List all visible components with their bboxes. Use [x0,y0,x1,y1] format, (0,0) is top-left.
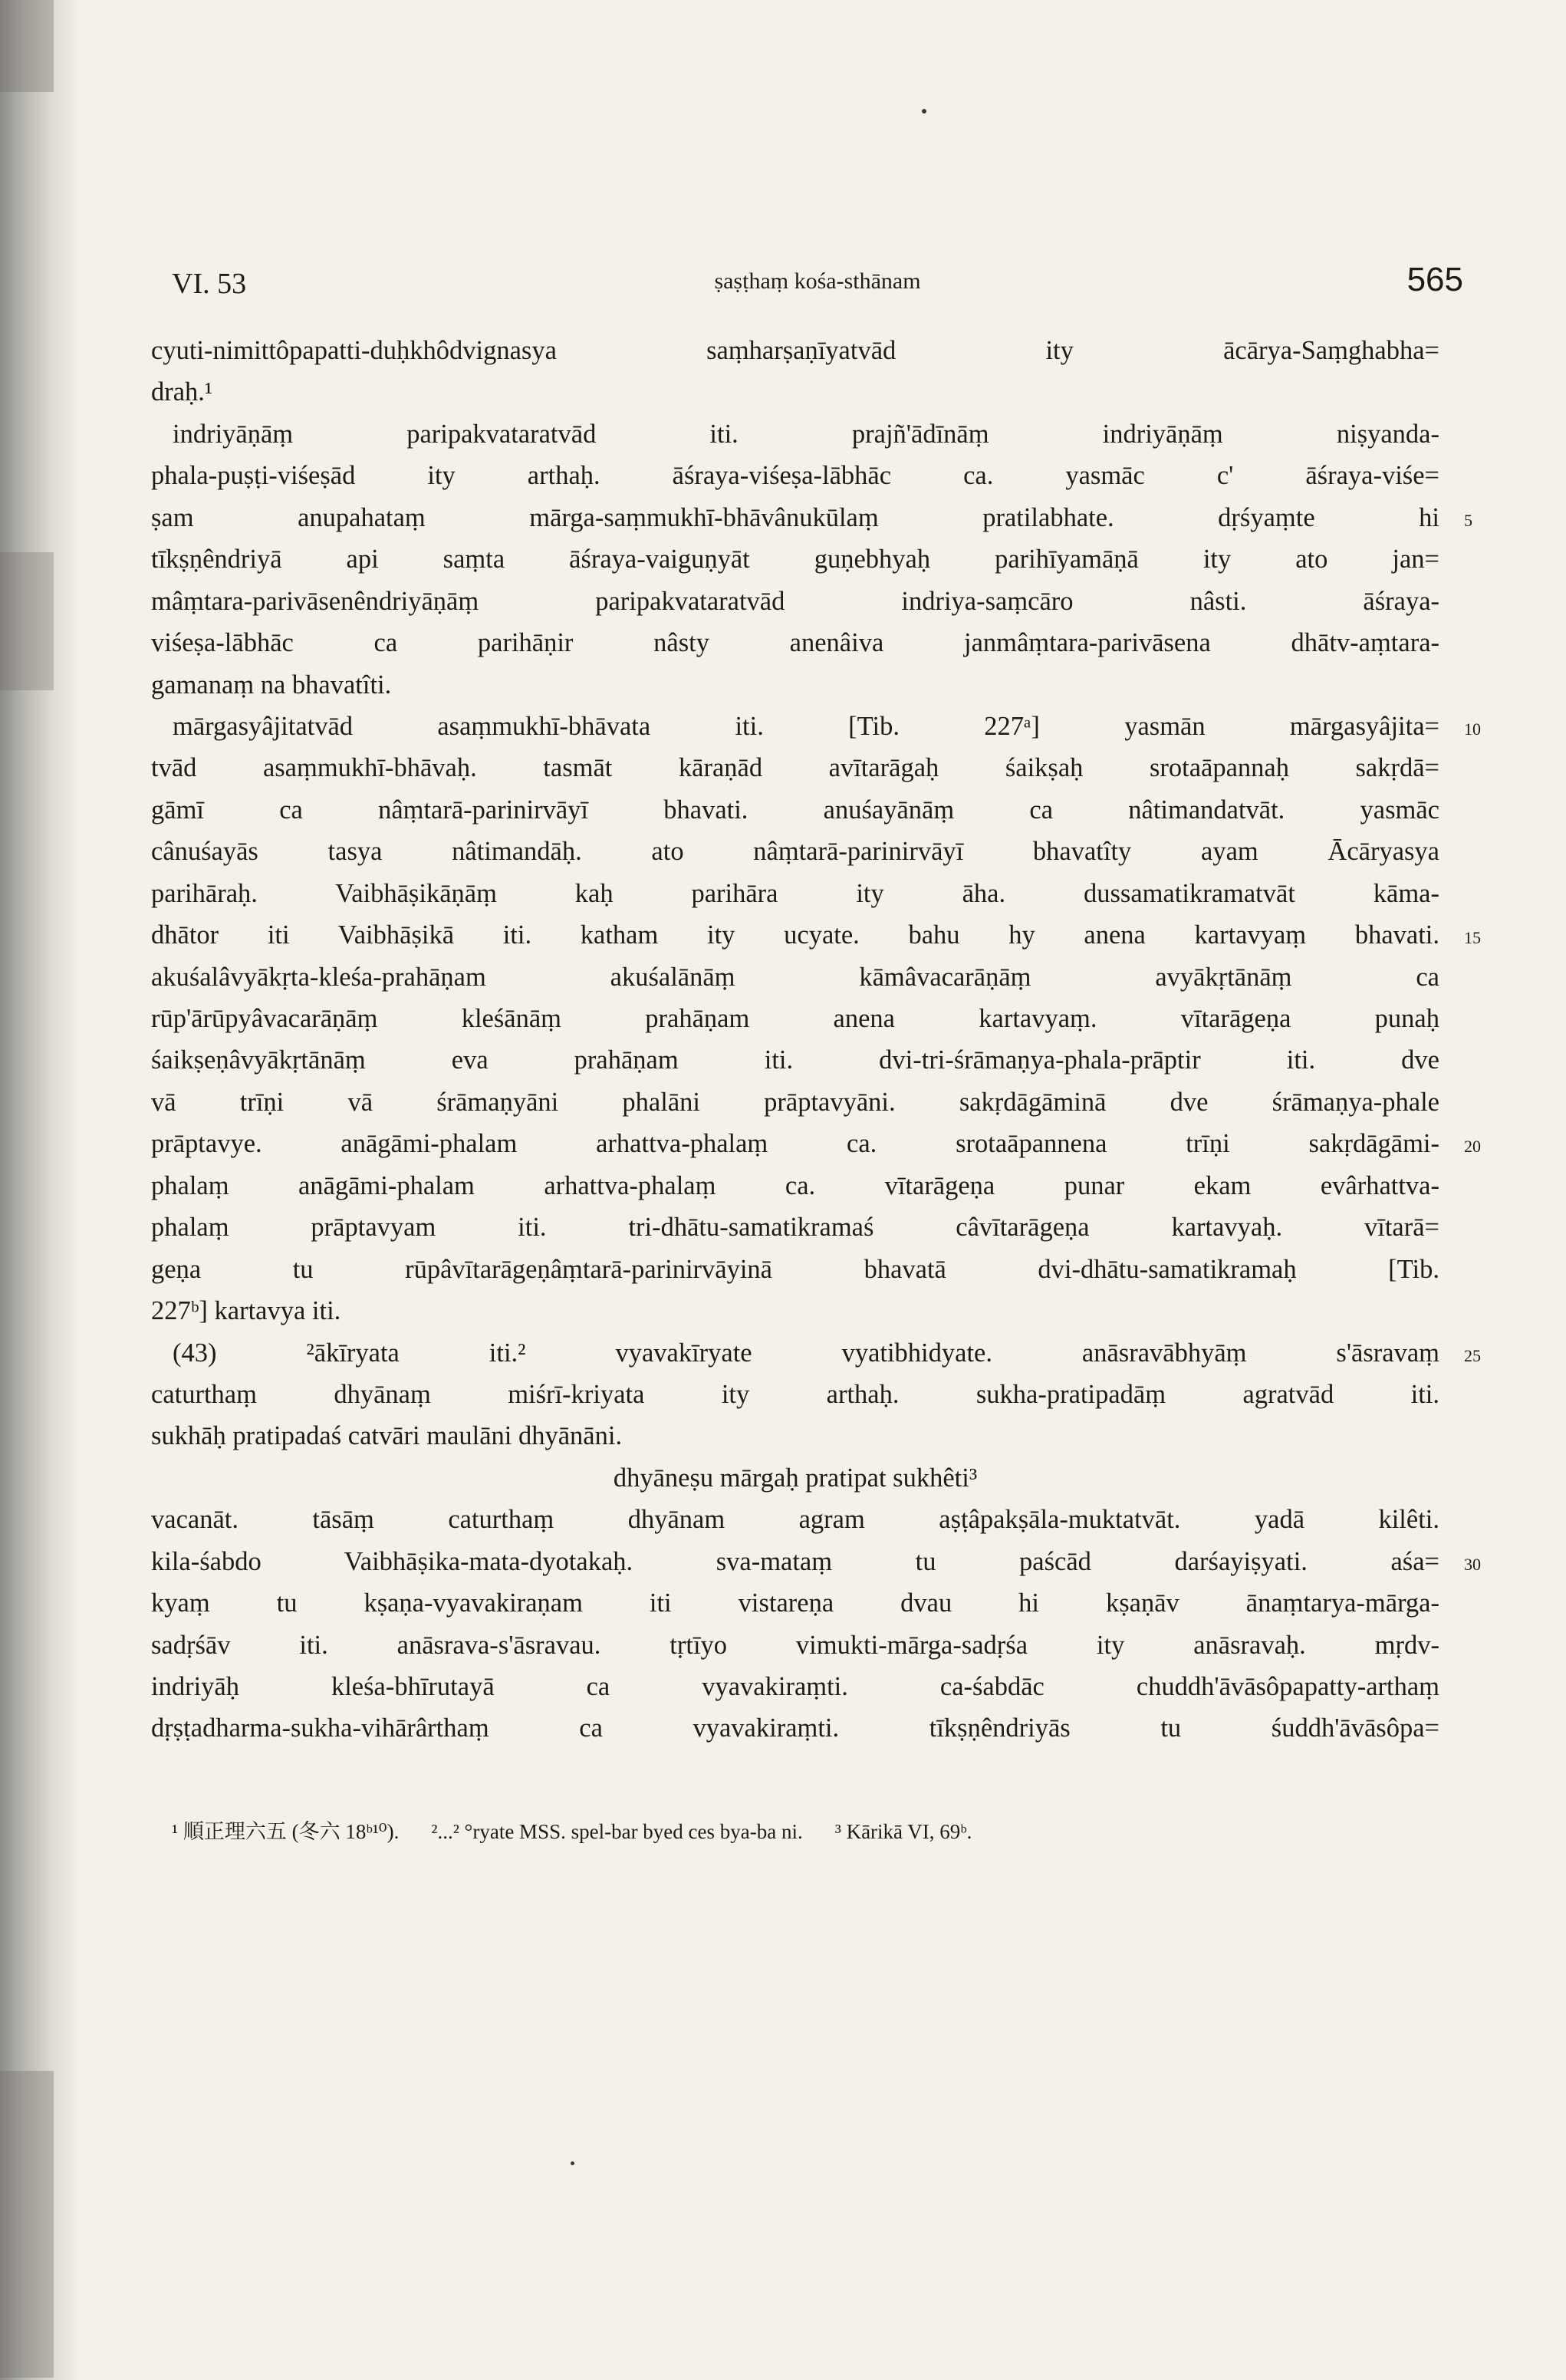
line-text: dhyāneṣu mārgaḥ pratipat sukhêti³ [613,1463,978,1493]
line-text: gāmī ca nâṃtarā-parinirvāyī bhavati. anuśayānāṃ ca nâtimandatvāt. yasmāc [151,795,1439,825]
text-line [151,664,1439,706]
line-text: dhātor iti Vaibhāṣikā iti. katham ity ucyate. bahu hy anena kartavyaṃ bhavati. [151,920,1439,950]
text-line [151,1625,1439,1666]
text-line [151,1666,1439,1707]
line-text: (43) ²ākīryata iti.² vyavakīryate vyatibhidyate. anāsravābhyāṃ s'āsravaṃ [173,1338,1439,1368]
line-text: sukhāḥ pratipadaś catvāri maulāni dhyānāni. [151,1421,623,1451]
text-line [151,873,1439,914]
line-text: vacanāt. tāsāṃ caturthaṃ dhyānam agram aṣṭâpakṣāla-muktatvāt. yadā kilêti. [151,1505,1439,1535]
line-text: rūp'ārūpyâvacarāṇāṃ kleśānāṃ prahāṇam anena kartavyaṃ. vītarāgeṇa punaḥ [151,1004,1439,1033]
text-line [151,455,1439,496]
text-line [151,1457,1439,1499]
text-line [151,1582,1439,1624]
text-line [151,706,1481,747]
text-line [151,1206,1439,1248]
scan-artifact [0,2071,54,2378]
line-text: tvād asaṃmukhī-bhāvaḥ. tasmāt kāraṇād avītarāgaḥ śaikṣaḥ srotaāpannaḥ sakṛdā= [151,753,1439,783]
text-line [151,747,1439,788]
text-line [151,1290,1439,1332]
line-text: prāptavye. anāgāmi-phalam arhattva-phalaṃ ca. srotaāpannena trīṇi sakṛdāgāmi- [151,1129,1439,1159]
text-line [151,1499,1439,1540]
text-line [151,1165,1439,1206]
line-text: dṛṣṭadharma-sukha-vihārârthaṃ ca vyavakiraṃti. tīkṣṇêndriyās tu śuddh'āvāsôpa= [151,1713,1439,1743]
scan-artifact [0,0,54,92]
line-text: draḥ.¹ [151,377,213,407]
line-text: cânuśayās tasya nâtimandāḥ. ato nâṃtarā-parinirvāyī bhavatîty ayam Ācāryasya [151,837,1439,867]
line-number: 25 [1464,1345,1481,1365]
line-text: geṇa tu rūpâvītarāgeṇâṃtarā-parinirvāyinā bhavatā dvi-dhātu-samatikramaḥ [Tib. [151,1254,1439,1284]
line-number: 20 [1464,1137,1481,1157]
text-line [151,789,1439,831]
line-text: phalaṃ anāgāmi-phalam arhattva-phalaṃ ca. vītarāgeṇa punar ekam evârhattva- [151,1170,1439,1200]
line-text: tīkṣṇêndriyā api saṃta āśraya-vaiguṇyāt guṇebhyaḥ parihīyamāṇā ity ato jan= [151,545,1439,574]
line-text: parihāraḥ. Vaibhāṣikāṇāṃ kaḥ parihāra ity āha. dussamatikramatvāt kāma- [151,878,1439,908]
line-text: akuśalâvyākṛta-kleśa-prahāṇam akuśalānāṃ kāmâvacarāṇāṃ avyākṛtānāṃ ca [151,962,1439,992]
text-line [151,330,1439,371]
line-text: indriyāḥ kleśa-bhīrutayā ca vyavakiraṃti. ca-śabdāc chuddh'āvāsôpapatty-arthaṃ [151,1672,1439,1701]
text-line [151,371,1439,413]
footnote: ²...² °ryate MSS. spel-bar byed ces bya-ba ni. [431,1820,803,1843]
text-line [151,1374,1439,1415]
line-text: vā trīṇi vā śrāmaṇyāni phalāni prāptavyāni. sakṛdāgāminā dve śrāmaṇya-phale [151,1087,1439,1117]
text-line [151,1081,1439,1123]
speck [571,2161,574,2165]
footnote: ¹ 順正理六五 (冬六 18ᵇ¹⁰). [172,1820,400,1843]
line-text: ṣam anupahataṃ mārga-saṃmukhī-bhāvânukūlaṃ pratilabhate. dṛśyaṃte hi [151,502,1439,532]
scan-edge-shadow [0,0,81,2380]
text-line [151,998,1439,1039]
line-text: kyaṃ tu kṣaṇa-vyavakiraṇam iti vistareṇa dvau hi kṣaṇāv ānaṃtarya-mārga- [151,1588,1439,1618]
line-text: phala-puṣṭi-viśeṣād ity arthaḥ. āśraya-viśeṣa-lābhāc ca. yasmāc c' āśraya-viśe= [151,461,1439,491]
speck [922,109,926,114]
text-line [151,622,1439,663]
text-line [151,1541,1481,1582]
footnotes [172,1816,1429,1847]
scan-artifact [0,552,54,690]
text-line [151,914,1481,956]
section-reference: VI. 53 [172,268,247,300]
line-number: 15 [1464,928,1481,948]
footnote: ³ Kārikā VI, 69ᵇ. [834,1820,972,1843]
running-title: ṣaṣṭhaṃ kośa-sthānam [714,268,921,294]
line-text: 227ᵇ] kartavya iti. [151,1296,341,1326]
text-line [151,497,1472,538]
line-text: gamanaṃ na bhavatîti. [151,670,392,700]
text-line [151,831,1439,872]
line-number: 10 [1464,719,1481,739]
text-line [151,1249,1439,1290]
line-text: viśeṣa-lābhāc ca parihāṇir nâsty anenâiva janmâṃtara-parivāsena dhātv-aṃtara- [151,628,1439,658]
line-text: sadṛśāv iti. anāsrava-s'āsravau. tṛtīyo vimukti-mārga-sadṛśa ity anāsravaḥ. mṛdv- [151,1630,1439,1660]
text-line [151,956,1439,998]
line-text: caturthaṃ dhyānaṃ miśrī-kriyata ity arthaḥ. sukha-pratipadāṃ agratvād iti. [151,1379,1439,1409]
text-line [151,1332,1481,1374]
line-text: kila-śabdo Vaibhāṣika-mata-dyotakaḥ. sva-mataṃ tu paścād darśayiṣyati. aśa= [151,1546,1439,1576]
line-text: cyuti-nimittôpapatti-duḥkhôdvignasya saṃharṣaṇīyatvād ity ācārya-Saṃghabha= [151,336,1439,365]
text-line [151,1707,1439,1749]
line-text: śaikṣeṇâvyākṛtānāṃ eva prahāṇam iti. dvi-tri-śrāmaṇya-phala-prāptir iti. dve [151,1045,1439,1075]
text-line [151,1123,1481,1164]
line-number: 5 [1464,510,1472,530]
text-line [151,581,1439,622]
running-header [172,261,1463,307]
line-text: indriyāṇāṃ paripakvataratvād iti. prajñ'ādīnāṃ indriyāṇāṃ niṣyanda- [173,419,1439,449]
text-line [151,1415,1439,1457]
text-line [151,538,1439,580]
line-number: 30 [1464,1554,1481,1574]
page-number: 565 [1406,261,1463,298]
text-line [151,413,1439,455]
main-text [151,330,1481,1750]
line-text: mâṃtara-parivāsenêndriyāṇāṃ paripakvataratvād indriya-saṃcāro nâsti. āśraya- [151,586,1439,616]
line-text: phalaṃ prāptavyam iti. tri-dhātu-samatikramaś câvītarāgeṇa kartavyaḥ. vītarā= [151,1213,1439,1243]
text-line [151,1039,1439,1081]
line-text: mārgasyâjitatvād asaṃmukhī-bhāvata iti. [Tib. 227ᵃ] yasmān mārgasyâjita= [173,711,1439,741]
